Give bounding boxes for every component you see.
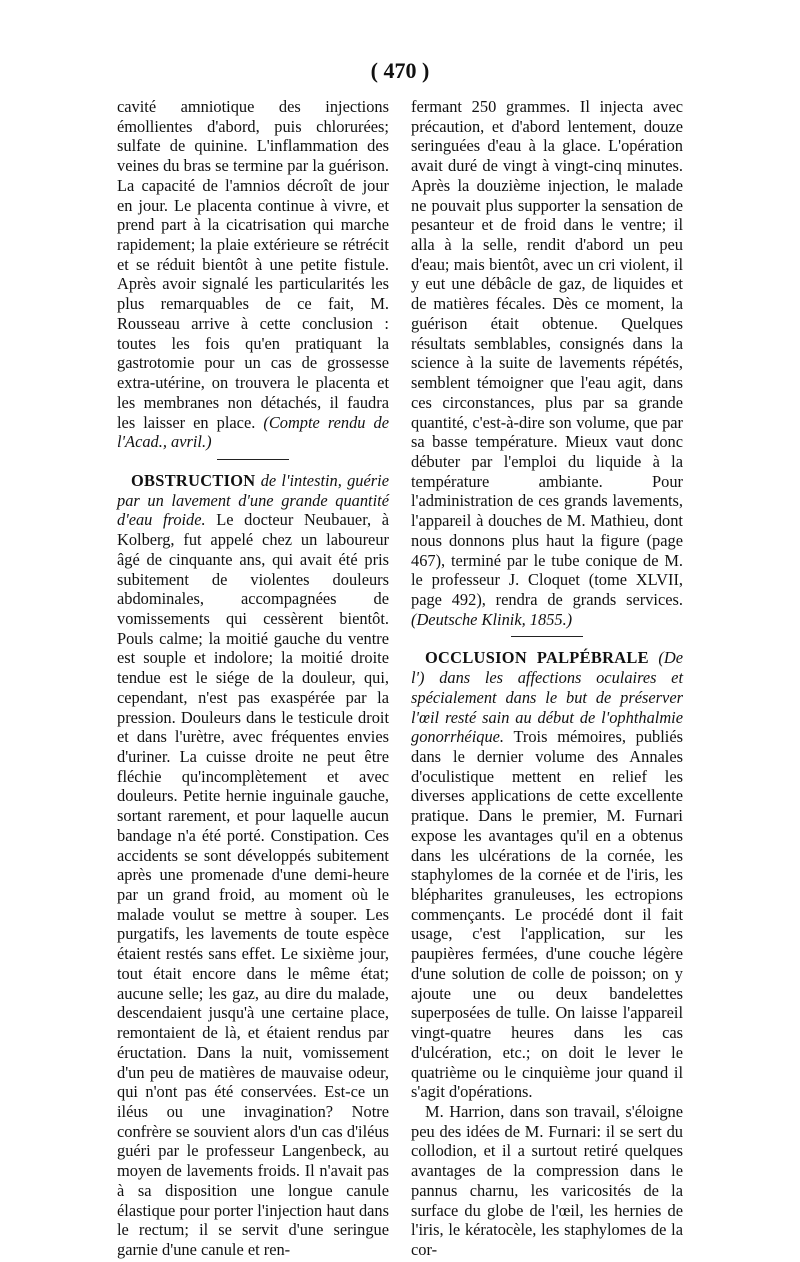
article-heading-suffix: (De l') [411,648,683,688]
article-subtitle-occlusion: dans les affections oculaires et spécialement dans le but de préserver l'œil resté sain au début de l'ophthalmie gonorrhéique. [411,668,683,747]
left-paragraph-intro [117,97,389,452]
article-obstruction [117,471,389,1260]
page-number: ( 470 ) [370,58,430,83]
right-paragraph-continuation [411,97,683,629]
left-column [117,97,389,1260]
right-paragraph-text: fermant 250 grammes. Il injecta avec précaution, et d'abord lentement, douze seringuées d'eau à la glace. L'opération avait duré de vingt à vingt-cinq minutes. Après la douzième injection, le malade ne pouvait plus supporter la sensation de pesanteur et de froid dans le ventre; il alla à la selle, rendit d'abord un peu d'eau; mais bientôt, avec un cri violent, il y eut une débâcle de gaz, de liquides et de matières fécales. Dès ce moment, la guérison était obtenue. Quelques résultats semblables, consignés dans la science à la suite de lavements répétés, semblent témoigner que l'eau agit, dans ces circonstances, plus par sa grande quantité, c'est-à-dire son volume, que par sa basse température. Mieux vaut donc débuter par l'emploi du liquide à la température ambiante. Pour l'administration de ces grands lavements, l'appareil à douches de M. Mathieu, dont nous donnons plus haut la figure (page 467), terminé par le tube conique de M. le professeur J. Cloquet (tome XLVII, page 492), rendra de grands services. [411,97,683,609]
article-heading-obstruction: OBSTRUCTION [131,470,256,490]
right-source-citation: (Deutsche Klinik, 1855.) [411,609,573,629]
right-column [411,97,683,1260]
article-heading-occlusion: OCCLUSION PALPÉBRALE [425,648,649,668]
left-source-citation: (Compte rendu de l'Acad., avril.) [117,412,389,452]
article-occlusion [411,648,683,1102]
article-occlusion-paragraph-2: M. Harrion, dans son travail, s'éloigne peu des idées de M. Furnari: il se sert du collodion, et il a surtout retiré quelques avantages de la compression dans le pannus charnu, les varicosités de la surface du globe de l'œil, les hernies de l'iris, le kératocèle, les staphylomes de la cor- [411,1101,683,1259]
article-subtitle-obstruction: de l'intestin, guérie par un lavement d'une grande quantité d'eau froide. [117,470,389,530]
article-body-occlusion: Trois mémoires, publiés dans le dernier volume des Annales d'oculistique mettent en relief les diverses applications de cette excellente pratique. Dans le premier, M. Furnari expose les avantages qu'il en a obtenus dans les ulcérations de la cornée, les staphylomes de la cornée et de l'iris, les blépharites granuleuses, les ectropions commençants. Le procédé dont il fait usage, c'est l'application, sur les paupières fermées, d'une couche légère d'une solution de colle de poisson; on y ajoute une ou deux bandelettes superposées de tulle. On laisse l'appareil vingt-quatre heures dans les cas d'ulcération, etc.; on doit le lever le quatrième ou le cinquième jour quand il s'agit d'opérations. [411,727,683,1102]
article-body-obstruction: Le docteur Neubauer, à Kolberg, fut appelé chez un laboureur âgé de cinquante ans, qui avait été pris subitement de violentes douleurs abdominales, accompagnées de vomissements qui cessèrent bientôt. Pouls calme; la moitié gauche du ventre est souple et indolore; la moitié droite tendue est le siége de la douleur, qui, cependant, n'est pas exaspérée par la pression. Douleurs dans le testicule droit et dans l'urètre, avec fréquentes envies d'uriner. La cuisse droite ne peut être fléchie qu'incomplètement et avec douleurs. Petite hernie inguinale gauche, sortant rarement, et pour laquelle aucun bandage n'a été porté. Constipation. Ces accidents se sont développés subitement après une promenade d'une demi-heure par un grand froid, au moment où le malade voulut se mettre à souper. Les purgatifs, les lavements de toute espèce étaient restés sans effet. Le sixième jour, tout était encore dans le même état; aucune selle; les gaz, au dire du malade, descendaient jusqu'à une certaine place, remontaient de là, et étaient rendus par éructation. Dans la nuit, vomissement d'un peu de matières de mauvaise odeur, qui n'ont pas été conservées. Est-ce un iléus ou une invagination? Notre confrère se souvient alors d'un cas d'iléus guéri par le professeur Langenbeck, au moyen de lavements froids. Il n'avait pas à sa disposition une longue canule élastique pour porter l'injection haut dans le rectum; il se servit d'une seringue garnie d'une canule et ren- [117,510,389,1259]
section-divider [217,459,289,460]
section-divider [511,636,583,637]
left-paragraph-text: cavité amniotique des injections émollientes d'abord, puis chlorurées; sulfate de quinine. L'inflammation des veines du bras se termine par la guérison. La capacité de l'amnios décroît de jour en jour. Le placenta continue à vivre, et prend part à la cicatrisation qui marche rapidement; la plaie extérieure se rétrécit et se réduit bientôt à une petite fistule. Après avoir signalé les particularités les plus remarquables de ce fait, M. Rousseau arrive à cette conclusion : toutes les fois qu'en pratiquant la gastrotomie pour un cas de grossesse extra-utérine, on trouvera le placenta et les membranes non détachés, il faudra les laisser en place. [117,97,389,432]
